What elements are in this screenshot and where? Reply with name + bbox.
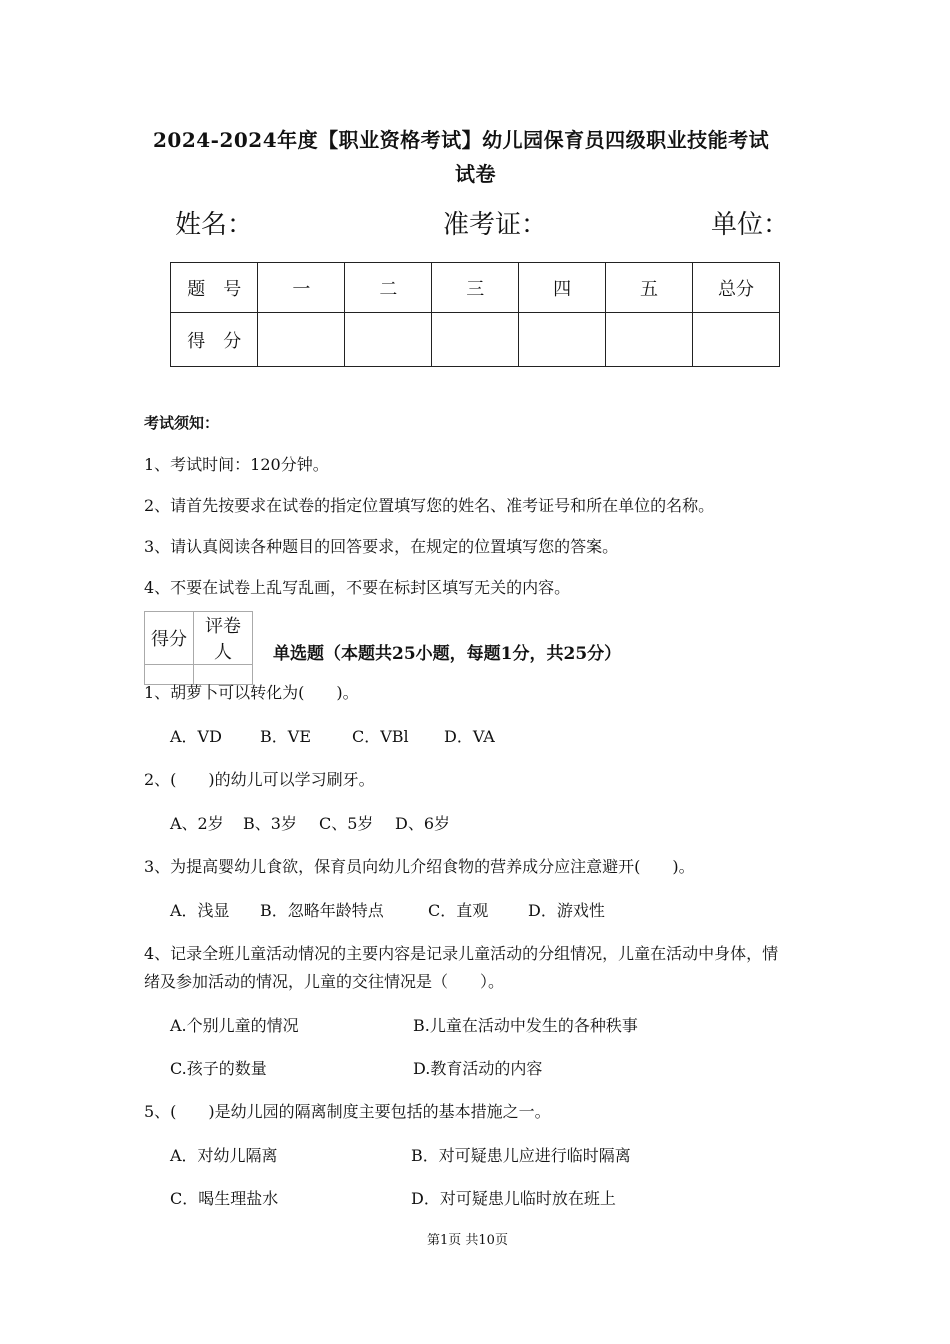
score-header-cell: 四: [519, 263, 606, 313]
option[interactable]: C.孩子的数量: [170, 1059, 267, 1078]
option[interactable]: B．对可疑患儿应进行临时隔离: [411, 1146, 631, 1165]
score-header-cell: 三: [432, 263, 519, 313]
exam-title-line1: 2024-2024年度【职业资格考试】幼儿园保育员四级职业技能考试: [153, 128, 770, 152]
option[interactable]: A.个别儿童的情况: [170, 1016, 299, 1035]
notice-item: 4、不要在试卷上乱写乱画，不要在标封区填写无关的内容。: [144, 578, 571, 597]
question-text-continued: 绪及参加活动的情况，儿童的交往情况是（ ）。: [144, 972, 505, 991]
option[interactable]: D．游戏性: [528, 901, 605, 920]
name-field-label: 姓名：: [175, 210, 254, 240]
question-text: 3、为提高婴幼儿食欲，保育员向幼儿介绍食物的营养成分应注意避开( )。: [144, 857, 695, 876]
score-row-label: 得 分: [171, 313, 258, 367]
grader-score-label: 得分: [145, 612, 194, 665]
option[interactable]: B.儿童在活动中发生的各种秩事: [413, 1016, 638, 1035]
section-heading: 单选题（本题共25小题，每题1分，共25分）: [273, 644, 622, 664]
score-header-cell: 总分: [693, 263, 780, 313]
score-input-cell[interactable]: [693, 313, 780, 367]
option[interactable]: C．VBl: [352, 727, 409, 746]
option[interactable]: C．直观: [428, 901, 489, 920]
notice-item: 3、请认真阅读各种题目的回答要求，在规定的位置填写您的答案。: [144, 537, 619, 556]
option[interactable]: C、5岁: [319, 814, 374, 833]
option[interactable]: B、3岁: [243, 814, 297, 833]
score-input-cell[interactable]: [606, 313, 693, 367]
option[interactable]: D.教育活动的内容: [413, 1059, 543, 1078]
option[interactable]: C．喝生理盐水: [170, 1189, 279, 1208]
score-header-cell: 二: [345, 263, 432, 313]
notice-item: 2、请首先按要求在试卷的指定位置填写您的姓名、准考证号和所在单位的名称。: [144, 496, 715, 515]
score-header-cell: 五: [606, 263, 693, 313]
question-text: 4、记录全班儿童活动情况的主要内容是记录儿童活动的分组情况，儿童在活动中身体，情: [144, 944, 779, 963]
page-number: 第1页 共10页: [427, 1233, 508, 1248]
option[interactable]: B．忽略年龄特点: [260, 901, 384, 920]
option[interactable]: A．对幼儿隔离: [170, 1146, 278, 1165]
option[interactable]: D．对可疑患儿临时放在班上: [411, 1189, 616, 1208]
option[interactable]: A．VD: [170, 727, 222, 746]
score-header-cell: 题 号: [171, 263, 258, 313]
score-input-cell[interactable]: [432, 313, 519, 367]
option[interactable]: A、2岁: [170, 814, 224, 833]
score-table: [170, 262, 780, 367]
score-input-cell[interactable]: [345, 313, 432, 367]
exam-id-field-label: 准考证：: [443, 210, 548, 240]
notice-item: 1、考试时间：120分钟。: [144, 455, 329, 474]
question-text: 2、( )的幼儿可以学习刷牙。: [144, 770, 375, 789]
score-input-cell[interactable]: [258, 313, 345, 367]
score-input-cell[interactable]: [519, 313, 606, 367]
grader-name-label: 评卷人: [194, 612, 253, 665]
option[interactable]: B．VE: [260, 727, 311, 746]
option[interactable]: D．VA: [444, 727, 495, 746]
question-text: 1、胡萝卜可以转化为( )。: [144, 683, 359, 702]
question-text: 5、( )是幼儿园的隔离制度主要包括的基本措施之一。: [144, 1102, 551, 1121]
score-header-cell: 一: [258, 263, 345, 313]
grader-box: [144, 611, 253, 685]
option[interactable]: D、6岁: [395, 814, 451, 833]
notice-heading: 考试须知：: [144, 414, 220, 432]
option[interactable]: A．浅显: [170, 901, 230, 920]
unit-field-label: 单位：: [711, 210, 790, 240]
exam-title-line2: 试卷: [455, 162, 496, 186]
